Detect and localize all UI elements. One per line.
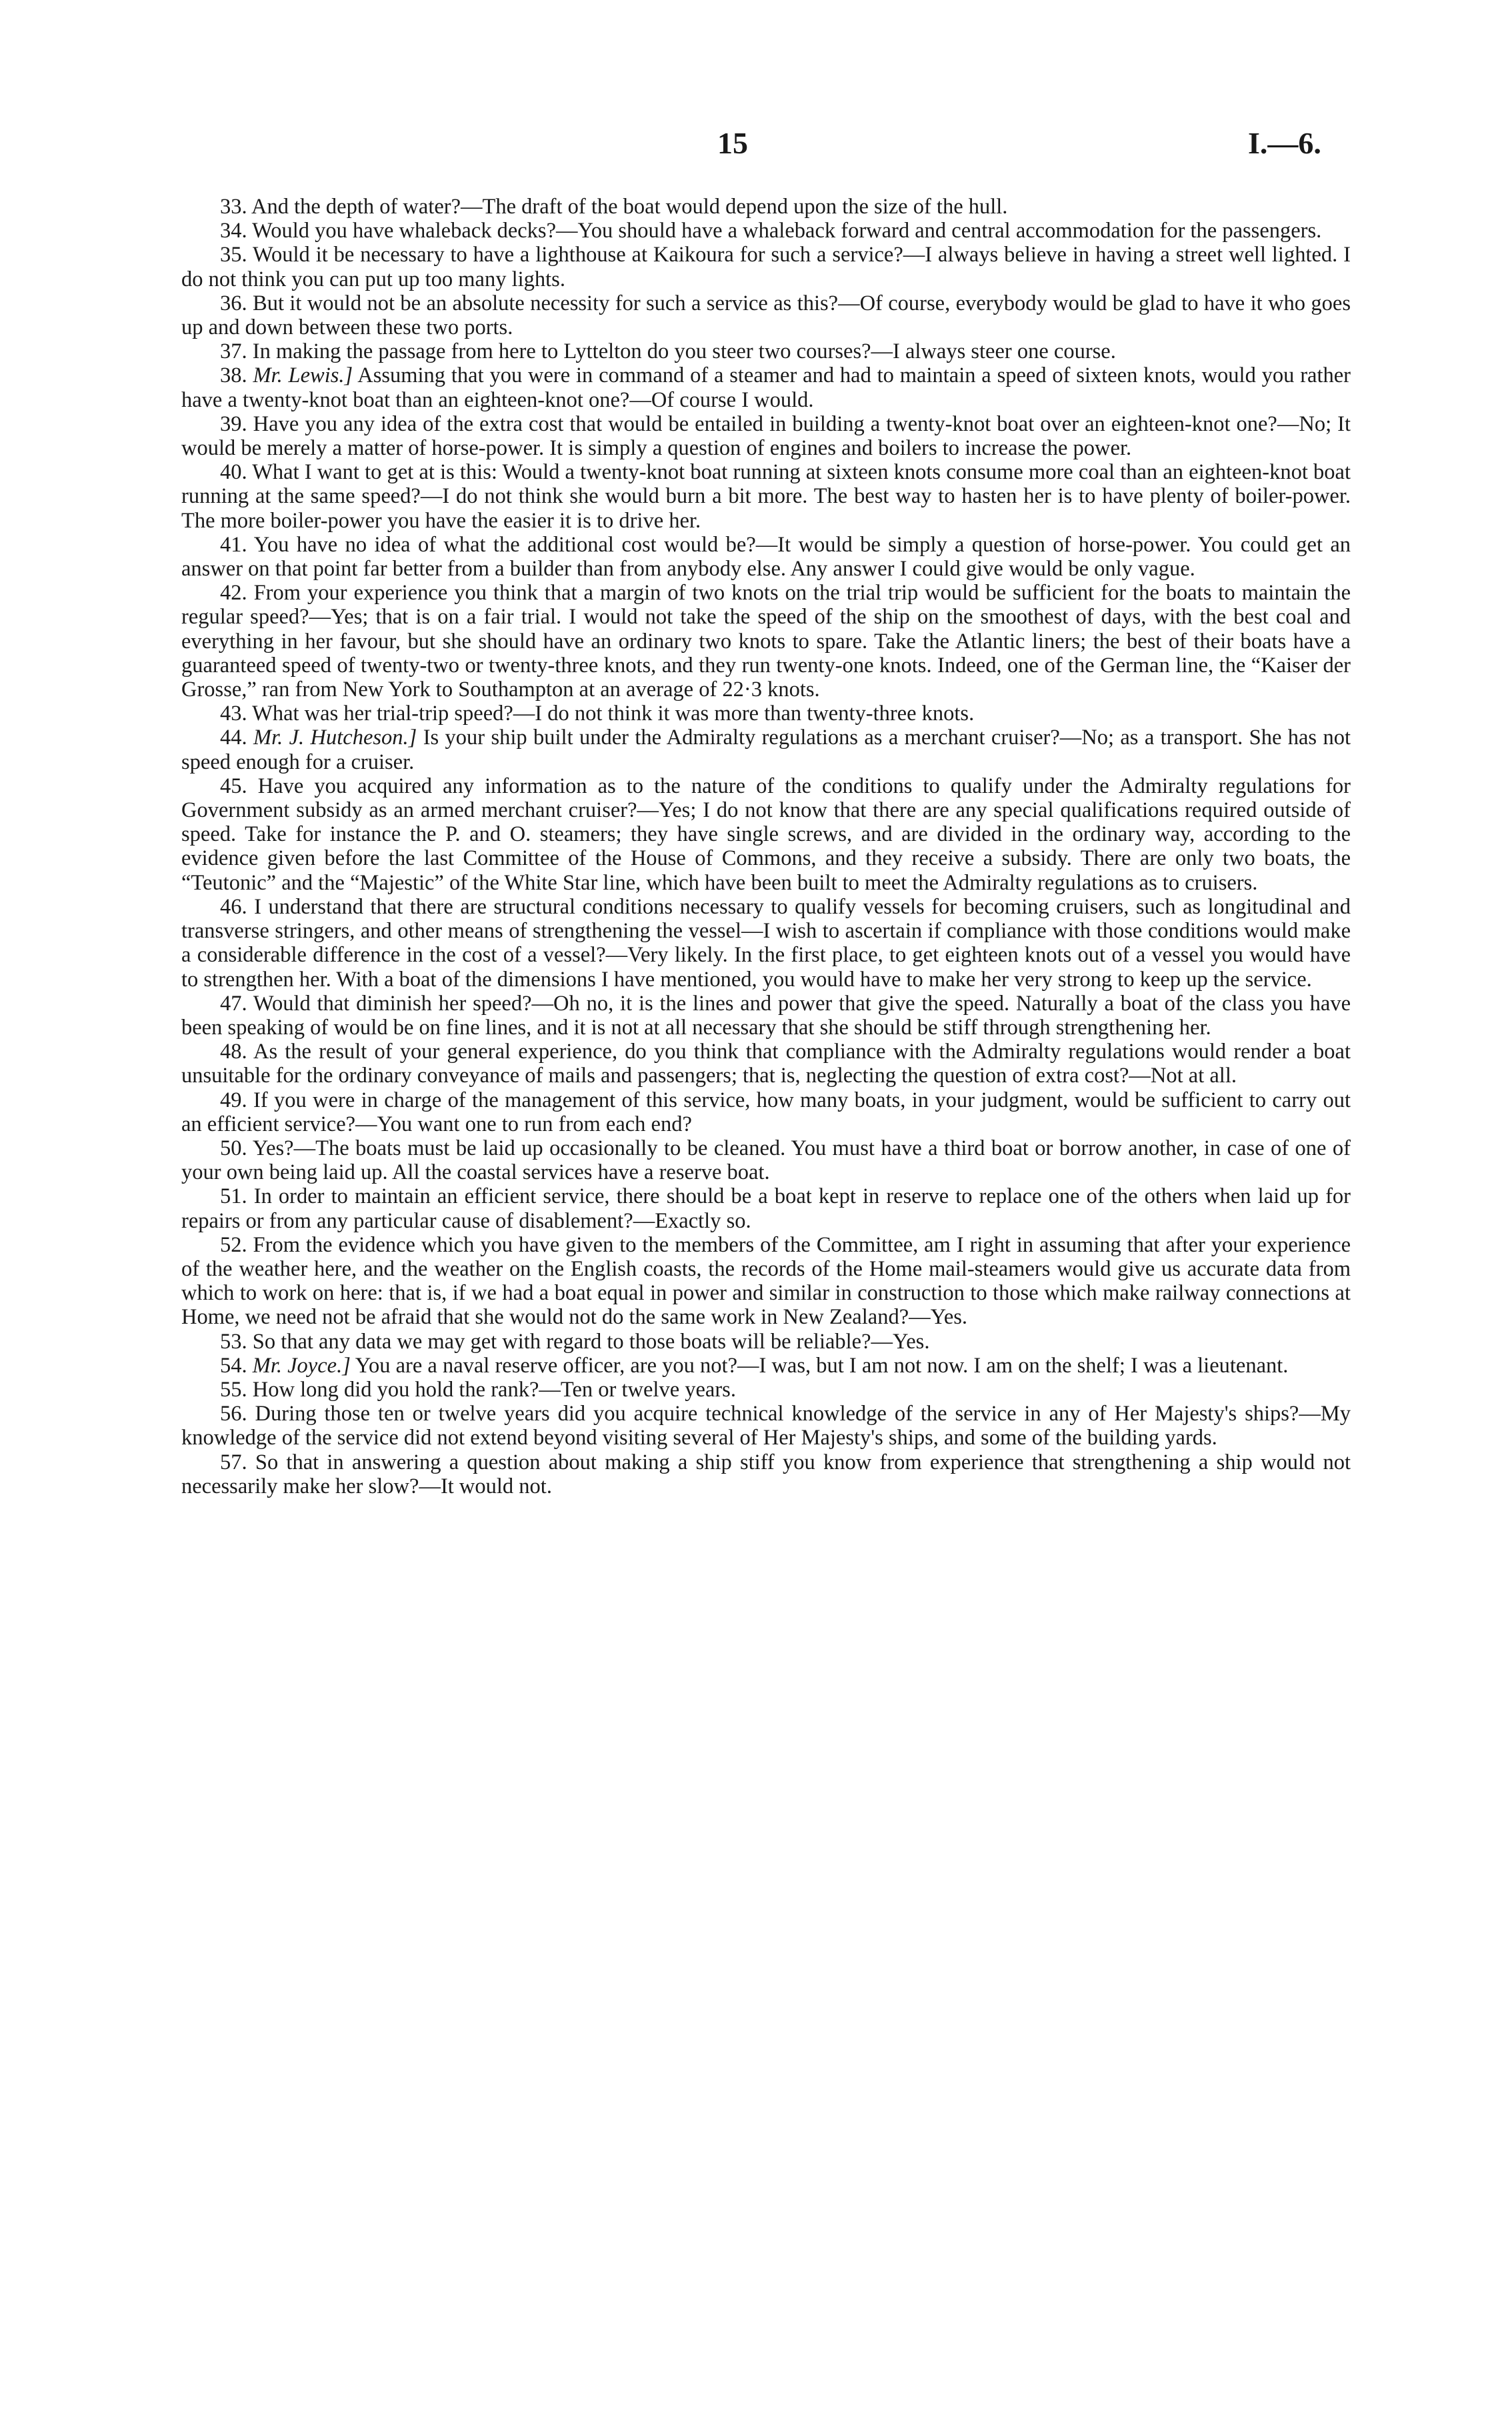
paragraph-text: I understand that there are structural conditions necessary to qualify vessels for becoming cruisers, such as longitudinal and transverse stringers, and other means of strengthening the vessel—I wish to ascertain if compliance with those conditions would make a considerable difference in the cost of a vessel?—Very likely. In the first place, to get eighteen knots out of a vessel you would have to strengthen her. With a boat of the dimensions I have mentioned, you would have to make her very strong to keep up the service. bbox=[181, 894, 1351, 992]
paragraph-text: From your experience you think that a margin of two knots on the trial trip would be sufficient for the boats to maintain the regular speed?—Yes; that is on a fair trial. I would not take the speed of the ship on the smoothest of days, with the best coal and everything in her favour, but she should have an ordinary two knots to spare. Take the Atlantic liners; the best of their boats have a guaranteed speed of twenty-two or twenty-three knots, and they run twenty-one knots. Indeed, one of the German line, the “Kaiser der Grosse,” ran from New York to Southampton at an average of 22·3 knots. bbox=[181, 581, 1351, 702]
paragraph-text: Is your ship built under the Admiralty regulations as a merchant cruiser?—No; as a transport. She has not speed enough for a cruiser. bbox=[181, 726, 1351, 774]
paragraph-text: From the evidence which you have given to the members of the Committee, am I right in assuming that after your experience of the weather here, and the weather on the English coasts, the records of the Home mail-steamers would give us accurate data from which to work on here: that is, if we had a boat equal in power and similar in construction to those which make railway connections at Home, we need not be afraid that she would not do the same work in New Zealand?—Yes. bbox=[181, 1232, 1351, 1330]
paragraph-text: Would it be necessary to have a lighthouse at Kaikoura for such a service?—I always believe in having a street well lighted. I do not think you can put up too many lights. bbox=[181, 243, 1351, 291]
paragraph-49 bbox=[181, 1088, 1351, 1136]
paragraph-text: If you were in charge of the management of this service, how many boats, in your judgment, would be sufficient to carry out an efficient service?—You want one to run from each end? bbox=[181, 1088, 1351, 1136]
question-number: 49. bbox=[220, 1088, 247, 1112]
paragraph-57 bbox=[181, 1450, 1351, 1498]
question-number: 45. bbox=[220, 774, 247, 798]
paragraph-55 bbox=[181, 1378, 1351, 1402]
paragraph-text: So that in answering a question about making a ship stiff you know from experience that strengthening a ship would not necessarily make her slow?—It would not. bbox=[181, 1450, 1351, 1498]
question-number: 44. bbox=[220, 726, 247, 750]
paragraph-54 bbox=[181, 1354, 1351, 1378]
speaker-name: Mr. J. Hutcheson.] bbox=[253, 726, 417, 750]
paragraph-33 bbox=[181, 195, 1351, 219]
question-number: 54. bbox=[220, 1353, 247, 1378]
paragraph-46 bbox=[181, 895, 1351, 992]
question-number: 51. bbox=[220, 1184, 247, 1209]
question-number: 35. bbox=[220, 243, 247, 267]
question-number: 41. bbox=[220, 532, 247, 557]
paragraph-35 bbox=[181, 243, 1351, 291]
paragraph-39 bbox=[181, 412, 1351, 460]
paragraph-text: Have you any idea of the extra cost that would be entailed in building a twenty-knot boat over an eighteen-knot one?—No; It would be merely a matter of horse-power. It is simply a question of engines and boilers to increase the power. bbox=[181, 411, 1351, 461]
evidence-body bbox=[181, 195, 1351, 1498]
paragraph-47 bbox=[181, 992, 1351, 1040]
paragraph-42 bbox=[181, 581, 1351, 702]
paragraph-text: As the result of your general experience, do you think that compliance with the Admiralty regulations would render a boat unsuitable for the ordinary conveyance of mails and passengers; that is, neglecting the question of extra cost?—Not at all. bbox=[181, 1040, 1351, 1088]
paragraph-text: How long did you hold the rank?—Ten or twelve years. bbox=[252, 1377, 736, 1402]
paragraph-51 bbox=[181, 1184, 1351, 1232]
paragraph-38 bbox=[181, 363, 1351, 411]
paragraph-36 bbox=[181, 291, 1351, 339]
paragraph-text: You have no idea of what the additional cost would be?—It would be simply a question of horse-power. You could get an answer on that point far better from a builder than from anybody else. Any answer I could give would be only vague. bbox=[181, 532, 1351, 581]
paragraph-text: What was her trial-trip speed?—I do not think it was more than twenty-three knots. bbox=[252, 702, 975, 726]
paragraph-text: During those ten or twelve years did you acquire technical knowledge of the service in any of Her Majesty's ships?—My knowledge of the service did not extend beyond visiting several of Her Majesty's ships, and some of the building yards. bbox=[181, 1402, 1351, 1450]
paragraph-text: What I want to get at is this: Would a twenty-knot boat running at sixteen knots consume more coal than an eighteen-knot boat running at the same speed?—I do not think she would burn a bit more. The best way to hasten her is to have plenty of boiler-power. The more boiler-power you have the easier it is to drive her. bbox=[181, 460, 1351, 533]
speaker-name: Mr. Lewis.] bbox=[253, 363, 353, 388]
document-reference: I.—6. bbox=[1248, 126, 1321, 160]
question-number: 53. bbox=[220, 1329, 247, 1354]
paragraph-56 bbox=[181, 1402, 1351, 1450]
paragraph-text: But it would not be an absolute necessity for such a service as this?—Of course, everybody would be glad to have it who goes up and down between these two ports. bbox=[181, 291, 1351, 340]
question-number: 46. bbox=[220, 894, 247, 919]
paragraph-text: So that any data we may get with regard to those boats will be reliable?—Yes. bbox=[252, 1329, 930, 1354]
paragraph-text: Would that diminish her speed?—Oh no, it is the lines and power that give the speed. Naturally a boat of the class you have been speaking of would be on fine lines, and it is not at all necessary that she should be stiff through strengthening her. bbox=[181, 991, 1351, 1040]
question-number: 36. bbox=[220, 291, 247, 315]
question-number: 55. bbox=[220, 1377, 247, 1402]
question-number: 57. bbox=[220, 1450, 247, 1474]
question-number: 37. bbox=[220, 339, 247, 364]
question-number: 56. bbox=[220, 1402, 247, 1426]
question-number: 50. bbox=[220, 1136, 247, 1160]
paragraph-41 bbox=[181, 533, 1351, 581]
paragraph-text: You are a naval reserve officer, are you not?—I was, but I am not now. I am on the shelf; I was a lieutenant. bbox=[355, 1353, 1289, 1378]
paragraph-52 bbox=[181, 1233, 1351, 1330]
question-number: 48. bbox=[220, 1040, 247, 1064]
paragraph-37 bbox=[181, 339, 1351, 363]
question-number: 38. bbox=[220, 363, 247, 388]
page-number: 15 bbox=[717, 126, 748, 160]
paragraph-text: In making the passage from here to Lyttelton do you steer two courses?—I always steer one course. bbox=[252, 339, 1116, 364]
paragraph-text: And the depth of water?—The draft of the boat would depend upon the size of the hull. bbox=[251, 195, 1008, 219]
paragraph-50 bbox=[181, 1136, 1351, 1184]
paragraph-45 bbox=[181, 774, 1351, 895]
question-number: 43. bbox=[220, 702, 247, 726]
question-number: 40. bbox=[220, 460, 247, 485]
question-number: 39. bbox=[220, 411, 247, 436]
paragraph-text: Would you have whaleback decks?—You should have a whaleback forward and central accommodation for the passengers. bbox=[252, 219, 1322, 243]
paragraph-48 bbox=[181, 1040, 1351, 1088]
paragraph-text: In order to maintain an efficient service, there should be a boat kept in reserve to replace one of the others when laid up for repairs or from any particular cause of disablement?—Exactly so. bbox=[181, 1184, 1351, 1233]
question-number: 33. bbox=[220, 195, 247, 219]
question-number: 52. bbox=[220, 1232, 247, 1257]
question-number: 34. bbox=[220, 219, 247, 243]
paragraph-44 bbox=[181, 726, 1351, 774]
paragraph-53 bbox=[181, 1330, 1351, 1354]
paragraph-text: Assuming that you were in command of a steamer and had to maintain a speed of sixteen knots, would you rather have a twenty-knot boat than an eighteen-knot one?—Of course I would. bbox=[181, 363, 1351, 412]
question-number: 47. bbox=[220, 991, 247, 1016]
paragraph-43 bbox=[181, 702, 1351, 726]
speaker-name: Mr. Joyce.] bbox=[252, 1353, 351, 1378]
paragraph-text: Have you acquired any information as to the nature of the conditions to qualify under the Admiralty regulations for Government subsidy as an armed merchant cruiser?—Yes; I do not know that there are any special qualifications required outside of speed. Take for instance the P. and O. steamers; they have single screws, and are divided in the ordinary way, according to the evidence given before the last Committee of the House of Commons, and they receive a subsidy. There are only two boats, the “Teutonic” and the “Majestic” of the White Star line, which have been built to meet the Admiralty regulations as to cruisers. bbox=[181, 774, 1351, 895]
paragraph-34 bbox=[181, 219, 1351, 243]
paragraph-40 bbox=[181, 460, 1351, 533]
question-number: 42. bbox=[220, 581, 247, 606]
paragraph-text: Yes?—The boats must be laid up occasionally to be cleaned. You must have a third boat or borrow another, in case of one of your own being laid up. All the coastal services have a reserve boat. bbox=[181, 1136, 1351, 1185]
